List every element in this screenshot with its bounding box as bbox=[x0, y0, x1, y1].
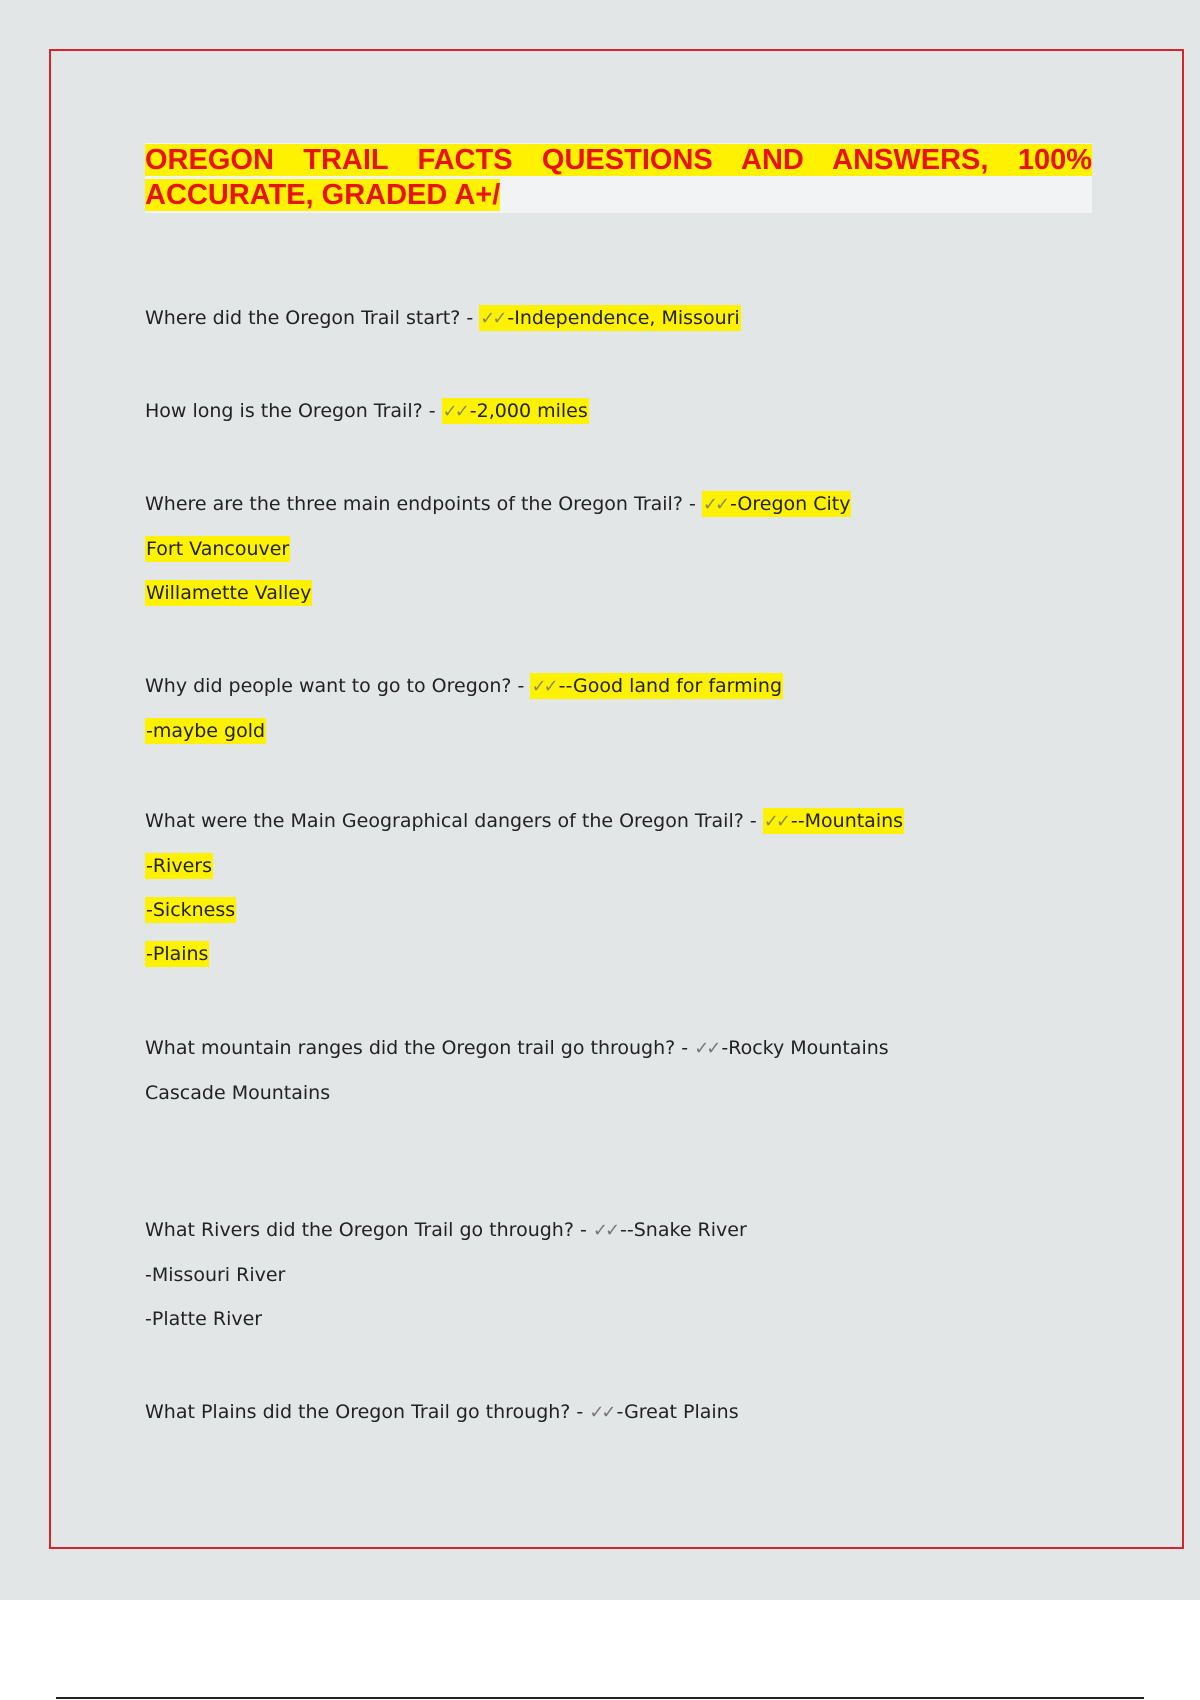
answer-value: -Rivers bbox=[146, 855, 212, 877]
document-title: OREGON TRAIL FACTS QUESTIONS AND ANSWERS, 100% ACCURATE, GRADED A+/ bbox=[145, 144, 1092, 211]
answer-text bbox=[145, 536, 290, 562]
question-line bbox=[145, 1215, 1145, 1246]
answer-text bbox=[145, 580, 312, 606]
answer-text bbox=[589, 1401, 738, 1423]
qa-item bbox=[145, 489, 1145, 622]
answer-text bbox=[145, 853, 213, 879]
question-line bbox=[145, 1397, 1145, 1428]
question-text: What Plains did the Oregon Trail go through? - bbox=[145, 1401, 590, 1423]
answer-text bbox=[530, 673, 783, 699]
answer-line bbox=[145, 534, 1145, 564]
answer-value: -maybe gold bbox=[146, 720, 266, 742]
answer-line bbox=[145, 939, 1145, 969]
double-check-icon: ✓✓ bbox=[702, 494, 728, 515]
qa-item bbox=[145, 396, 1145, 441]
answer-text bbox=[763, 808, 904, 834]
double-check-icon: ✓✓ bbox=[592, 1220, 618, 1241]
answer-line bbox=[145, 578, 1145, 608]
answer-text bbox=[145, 1308, 262, 1330]
answer-value: -Plains bbox=[146, 943, 209, 965]
answer-text bbox=[593, 1219, 747, 1241]
qa-item bbox=[145, 806, 1145, 983]
answer-value: -Rocky Mountains bbox=[721, 1037, 889, 1059]
question-text: How long is the Oregon Trail? - bbox=[145, 400, 442, 422]
footer-divider bbox=[56, 1697, 1144, 1699]
answer-value: -Independence, Missouri bbox=[507, 307, 740, 329]
answer-value: --Good land for farming bbox=[558, 675, 783, 697]
qa-item bbox=[145, 1215, 1145, 1348]
answer-value: Fort Vancouver bbox=[146, 538, 290, 560]
double-check-icon: ✓✓ bbox=[694, 1038, 719, 1059]
double-check-icon: ✓✓ bbox=[763, 811, 788, 832]
double-check-icon: ✓✓ bbox=[589, 1402, 614, 1423]
qa-item bbox=[145, 671, 1145, 760]
question-text: Where did the Oregon Trail start? - bbox=[145, 307, 480, 329]
double-check-icon: ✓✓ bbox=[531, 676, 556, 697]
answer-value: Willamette Valley bbox=[146, 582, 312, 604]
answer-value: -Sickness bbox=[146, 899, 236, 921]
question-line bbox=[145, 1033, 1145, 1064]
qa-item bbox=[145, 1033, 1145, 1122]
answer-line bbox=[145, 851, 1145, 881]
answer-text bbox=[145, 1082, 330, 1104]
answer-text bbox=[145, 941, 209, 967]
answer-value: -Platte River bbox=[145, 1308, 263, 1330]
question-text: What mountain ranges did the Oregon trail go through? - bbox=[145, 1037, 695, 1059]
question-text: What were the Main Geographical dangers of the Oregon Trail? - bbox=[145, 810, 763, 832]
question-line bbox=[145, 396, 1145, 427]
answer-text bbox=[145, 1264, 285, 1286]
question-text: What Rivers did the Oregon Trail go through? - bbox=[145, 1219, 593, 1241]
answer-value: -2,000 miles bbox=[469, 400, 588, 422]
answer-text bbox=[702, 491, 852, 517]
answer-value: --Mountains bbox=[790, 810, 904, 832]
answer-text bbox=[694, 1037, 888, 1059]
question-line bbox=[145, 806, 1145, 837]
qa-item bbox=[145, 303, 1145, 348]
double-check-icon: ✓✓ bbox=[480, 308, 505, 329]
answer-value: -Great Plains bbox=[616, 1401, 739, 1423]
answer-line bbox=[145, 716, 1145, 746]
answer-value: -Missouri River bbox=[145, 1264, 286, 1286]
double-check-icon: ✓✓ bbox=[442, 401, 467, 422]
answer-text bbox=[145, 897, 236, 923]
question-line bbox=[145, 303, 1145, 334]
question-line bbox=[145, 489, 1145, 520]
answer-value: Cascade Mountains bbox=[145, 1082, 331, 1104]
answer-text bbox=[442, 398, 589, 424]
question-text: Where are the three main endpoints of the Oregon Trail? - bbox=[145, 493, 702, 515]
answer-line bbox=[145, 1078, 1145, 1108]
answer-text bbox=[479, 305, 740, 331]
answer-line bbox=[145, 895, 1145, 925]
answer-line bbox=[145, 1304, 1145, 1334]
qa-item bbox=[145, 1397, 1145, 1442]
answer-value: --Snake River bbox=[620, 1219, 747, 1241]
answer-value: -Oregon City bbox=[730, 493, 851, 515]
answer-line bbox=[145, 1260, 1145, 1290]
question-text: Why did people want to go to Oregon? - bbox=[145, 675, 531, 697]
answer-text bbox=[145, 718, 266, 744]
question-line bbox=[145, 671, 1145, 702]
